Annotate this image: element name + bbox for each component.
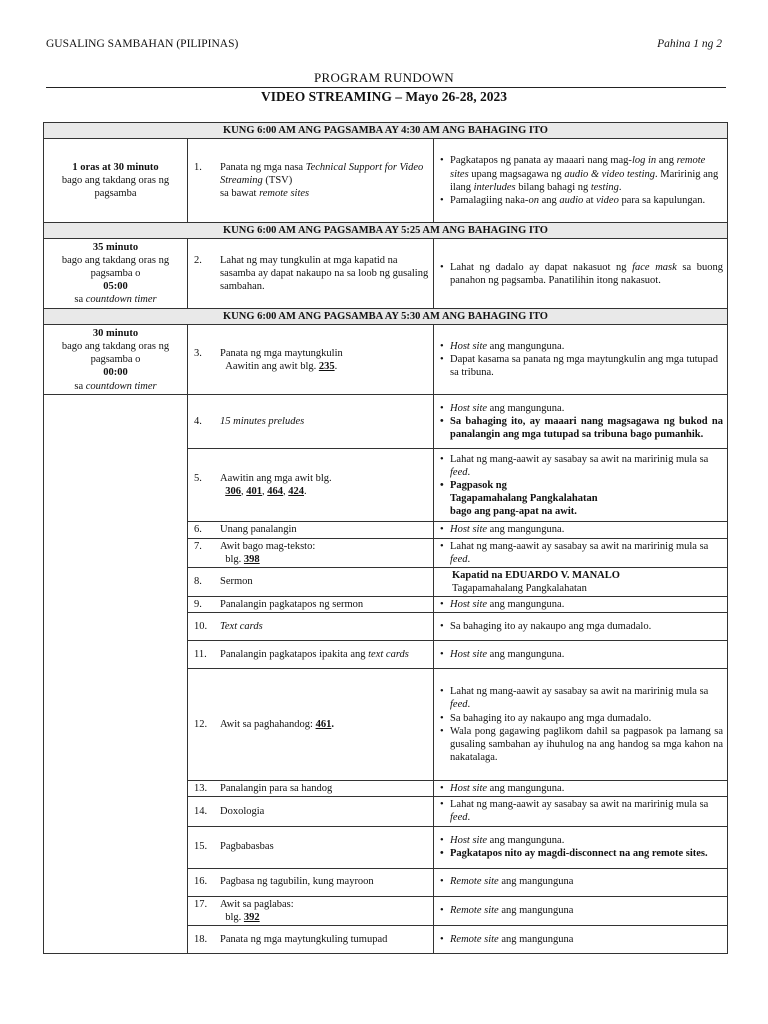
program-item bbox=[188, 641, 434, 669]
table-row bbox=[44, 325, 728, 395]
item-text: (TSV) bbox=[262, 175, 293, 187]
item-number: 17. bbox=[194, 898, 208, 910]
item-number: 4. bbox=[194, 416, 202, 428]
item-text: Awit sa paghahandog: bbox=[220, 719, 316, 731]
notes-cell bbox=[434, 395, 728, 449]
note-item: • Pagkatapos ng panata ay maaari nang mag-log in ang remote sites upang magsagawa ng audio & video testing. Maririnig ang ilang interludes bilang bahagi ng testing. bbox=[450, 154, 723, 193]
program-item bbox=[188, 522, 434, 538]
note-item: • Host site ang mangunguna. bbox=[450, 523, 723, 536]
item-text: Panalangin pagkatapos ipakita ang bbox=[220, 649, 369, 661]
note-item: • Host site ang mangunguna. bbox=[450, 598, 723, 611]
item-number: 6. bbox=[194, 524, 202, 536]
table-row bbox=[44, 239, 728, 309]
program-item bbox=[188, 567, 434, 596]
program-item: 17. Awit sa paglabas: blg. 392 bbox=[188, 896, 434, 925]
item-number: 14. bbox=[194, 805, 208, 817]
table-row bbox=[44, 139, 728, 223]
notes-cell bbox=[434, 826, 728, 868]
song-number: 235 bbox=[318, 360, 335, 372]
time-description: bago ang takdang oras ng pagsamba o bbox=[61, 341, 170, 366]
note-item: • Lahat ng mang-aawit ay sasabay sa awit na maririnig mula sa feed. bbox=[450, 798, 723, 824]
notes-cell bbox=[434, 325, 728, 395]
song-number: 424 bbox=[288, 486, 304, 498]
time-cell bbox=[44, 139, 188, 223]
title-divider bbox=[46, 87, 726, 88]
speaker-name: Kapatid na EDUARDO V. MANALO bbox=[452, 569, 620, 581]
item-text: Aawitin ang mga awit blg. bbox=[220, 473, 332, 485]
item-text: Pagbasa ng tagubilin, kung mayroon bbox=[220, 876, 374, 888]
rundown-table bbox=[43, 122, 728, 954]
item-text: Panata ng mga maytungkulin bbox=[220, 347, 343, 359]
song-number: 464 bbox=[267, 486, 283, 498]
program-item bbox=[188, 781, 434, 797]
song-number: 398 bbox=[243, 553, 260, 565]
item-text-emphasis: Technical Support for Video Streaming bbox=[220, 161, 424, 187]
song-number: 392 bbox=[243, 911, 260, 923]
program-item bbox=[188, 139, 434, 223]
time-duration: 30 minuto bbox=[92, 328, 139, 340]
note-item: • Remote site ang mangunguna bbox=[450, 875, 723, 888]
item-number: 1. bbox=[194, 161, 202, 173]
item-number: 13. bbox=[194, 783, 208, 795]
song-number: 401 bbox=[246, 486, 262, 498]
item-text: Awit sa paglabas: bbox=[220, 898, 294, 910]
section-header: KUNG 6:00 AM ANG PAGSAMBA AY 4:30 AM ANG BAHAGING ITO bbox=[44, 123, 728, 139]
page-number: Pahina 1 ng 2 bbox=[657, 38, 722, 50]
item-text: Lahat ng may tungkulin at mga kapatid na sasamba ay dapat nakaupo na sa loob ng gusaling sambahan. bbox=[220, 255, 429, 293]
notes-cell bbox=[434, 139, 728, 223]
item-number: 8. bbox=[194, 576, 202, 588]
countdown-value: 05:00 bbox=[103, 281, 128, 293]
item-text-emphasis: remote sites bbox=[259, 188, 310, 200]
note-item: • Pagkatapos nito ay magdi-disconnect na ang remote sites. bbox=[450, 847, 723, 860]
document-subtitle: VIDEO STREAMING – Mayo 26-28, 2023 bbox=[260, 89, 507, 104]
item-number: 7. bbox=[194, 540, 202, 552]
item-number: 15. bbox=[194, 841, 208, 853]
note-item: • Sa bahaging ito ay nakaupo ang mga dumadalo. bbox=[450, 712, 723, 725]
note-item: • Host site ang mangunguna. bbox=[450, 340, 723, 353]
note-item: • Pagpasok ng Tagapamahalang Pangkalahatan bago ang pang-apat na awit. bbox=[450, 479, 723, 518]
note-item: • Lahat ng mang-aawit ay sasabay sa awit na maririnig mula sa feed. bbox=[450, 685, 723, 711]
item-text: Text cards bbox=[220, 621, 263, 633]
notes-cell bbox=[434, 597, 728, 613]
notes-cell bbox=[434, 669, 728, 781]
section-header-row bbox=[44, 309, 728, 325]
program-item bbox=[188, 395, 434, 449]
note-item: • Host site ang mangunguna. bbox=[450, 648, 723, 661]
notes-cell bbox=[434, 896, 728, 925]
time-description: bago ang takdang oras ng pagsamba o bbox=[61, 255, 170, 280]
item-text: sa bawat bbox=[220, 188, 260, 200]
item-number: 3. bbox=[194, 347, 202, 359]
item-number: 18. bbox=[194, 933, 208, 945]
notes-cell bbox=[434, 522, 728, 538]
notes-cell bbox=[434, 449, 728, 522]
note-item: • Host site ang mangunguna. bbox=[450, 834, 723, 847]
program-item: 5. Aawitin ang mga awit blg. 306, 401, 464, 424. bbox=[188, 449, 434, 522]
program-item: 7. Awit bago mag-teksto: blg. 398 bbox=[188, 538, 434, 567]
item-number: 2. bbox=[194, 255, 202, 267]
section-header: KUNG 6:00 AM ANG PAGSAMBA AY 5:25 AM ANG BAHAGING ITO bbox=[44, 223, 728, 239]
table-row bbox=[44, 395, 728, 449]
item-text: 15 minutes preludes bbox=[220, 416, 305, 428]
item-text: Pagbabasbas bbox=[220, 841, 274, 853]
item-number: 12. bbox=[194, 719, 208, 731]
section-header-row bbox=[44, 223, 728, 239]
program-item bbox=[188, 239, 434, 309]
notes-cell bbox=[434, 925, 728, 953]
note-item: • Pamalagiing naka-on ang audio at video para sa kapulungan. bbox=[450, 194, 723, 207]
note-item: • Remote site ang mangunguna bbox=[450, 933, 723, 946]
program-item bbox=[188, 797, 434, 826]
item-text: Doxologia bbox=[220, 805, 265, 817]
program-item bbox=[188, 868, 434, 896]
time-duration: 35 minuto bbox=[92, 241, 139, 253]
item-number: 9. bbox=[194, 599, 202, 610]
program-item: 3. Panata ng mga maytungkulin Aawitin ang awit blg. 235. bbox=[188, 325, 434, 395]
item-number: 5. bbox=[194, 473, 202, 485]
item-number: 10. bbox=[194, 621, 208, 633]
item-text: Panalangin para sa handog bbox=[220, 783, 333, 795]
note-item: • Host site ang mangunguna. bbox=[450, 402, 723, 415]
notes-cell bbox=[434, 613, 728, 641]
organization-header: GUSALING SAMBAHAN (PILIPINAS) bbox=[46, 38, 239, 50]
program-item bbox=[188, 826, 434, 868]
note-item: • Sa bahaging ito, ay maaari nang magsagawa ng bukod na panalangin ang mga tutupad sa tribuna bago pumanhik. bbox=[450, 415, 723, 441]
section-header: KUNG 6:00 AM ANG PAGSAMBA AY 5:30 AM ANG BAHAGING ITO bbox=[44, 309, 728, 325]
time-cell: 30 minuto bago ang takdang oras ng pagsamba o 00:00 sa countdown timer bbox=[44, 325, 188, 395]
item-text: Unang panalangin bbox=[220, 524, 297, 536]
notes-cell bbox=[434, 781, 728, 797]
notes-cell bbox=[434, 641, 728, 669]
countdown-label: countdown timer bbox=[85, 380, 157, 392]
note-item: • Sa bahaging ito ay nakaupo ang mga dumadalo. bbox=[450, 620, 723, 633]
item-text: Panata ng mga nasa bbox=[220, 161, 306, 173]
time-cell: 35 minuto bago ang takdang oras ng pagsamba o 05:00 sa countdown timer bbox=[44, 239, 188, 309]
time-description: bago ang takdang oras ng pagsamba bbox=[61, 175, 170, 200]
program-item: 12. Awit sa paghahandog: 461. bbox=[188, 669, 434, 781]
note-item: • Lahat ng dadalo ay dapat nakasuot ng face mask sa buong panahon ng pagsamba. Panatilihin itong nakasuot. bbox=[450, 261, 723, 287]
notes-cell bbox=[434, 797, 728, 826]
notes-cell bbox=[434, 239, 728, 309]
note-item: • Remote site ang mangunguna bbox=[450, 904, 723, 917]
program-item bbox=[188, 925, 434, 953]
section-header-row bbox=[44, 123, 728, 139]
note-item: • Wala pong gagawing paglikom dahil sa pagpasok pa lamang sa gusaling sambahan ay ihuhulog na ang handog sa mga kahon na nakatalaga. bbox=[450, 725, 723, 764]
note-item: • Host site ang mangunguna. bbox=[450, 782, 723, 795]
program-item bbox=[188, 613, 434, 641]
item-text: Panata ng mga maytungkuling tumupad bbox=[220, 933, 388, 945]
note-item: • Lahat ng mang-aawit ay sasabay sa awit na maririnig mula sa feed. bbox=[450, 540, 723, 566]
time-duration: 1 oras at 30 minuto bbox=[72, 161, 159, 173]
note-item: • Dapat kasama sa panata ng mga maytungkulin ang mga tutupad sa tribuna. bbox=[450, 353, 723, 379]
item-text-emphasis: text cards bbox=[368, 649, 409, 661]
note-item: • Lahat ng mang-aawit ay sasabay sa awit na maririnig mula sa feed. bbox=[450, 453, 723, 479]
time-cell-empty bbox=[44, 395, 188, 953]
document-title: PROGRAM RUNDOWN bbox=[314, 70, 454, 85]
notes-cell bbox=[434, 538, 728, 567]
item-text: Panalangin pagkatapos ng sermon bbox=[220, 599, 364, 610]
program-item bbox=[188, 597, 434, 613]
notes-cell bbox=[434, 868, 728, 896]
notes-cell bbox=[434, 567, 728, 596]
item-number: 11. bbox=[194, 649, 207, 661]
speaker-title: Tagapamahalang Pangkalahatan bbox=[452, 582, 587, 594]
countdown-value: 00:00 bbox=[103, 367, 128, 379]
item-number: 16. bbox=[194, 876, 208, 888]
item-text: Sermon bbox=[220, 576, 253, 588]
item-text: Awit bago mag-teksto: bbox=[220, 540, 316, 552]
song-number: 461 bbox=[315, 719, 332, 731]
song-number: 306 bbox=[225, 486, 241, 498]
countdown-label: countdown timer bbox=[85, 294, 157, 306]
